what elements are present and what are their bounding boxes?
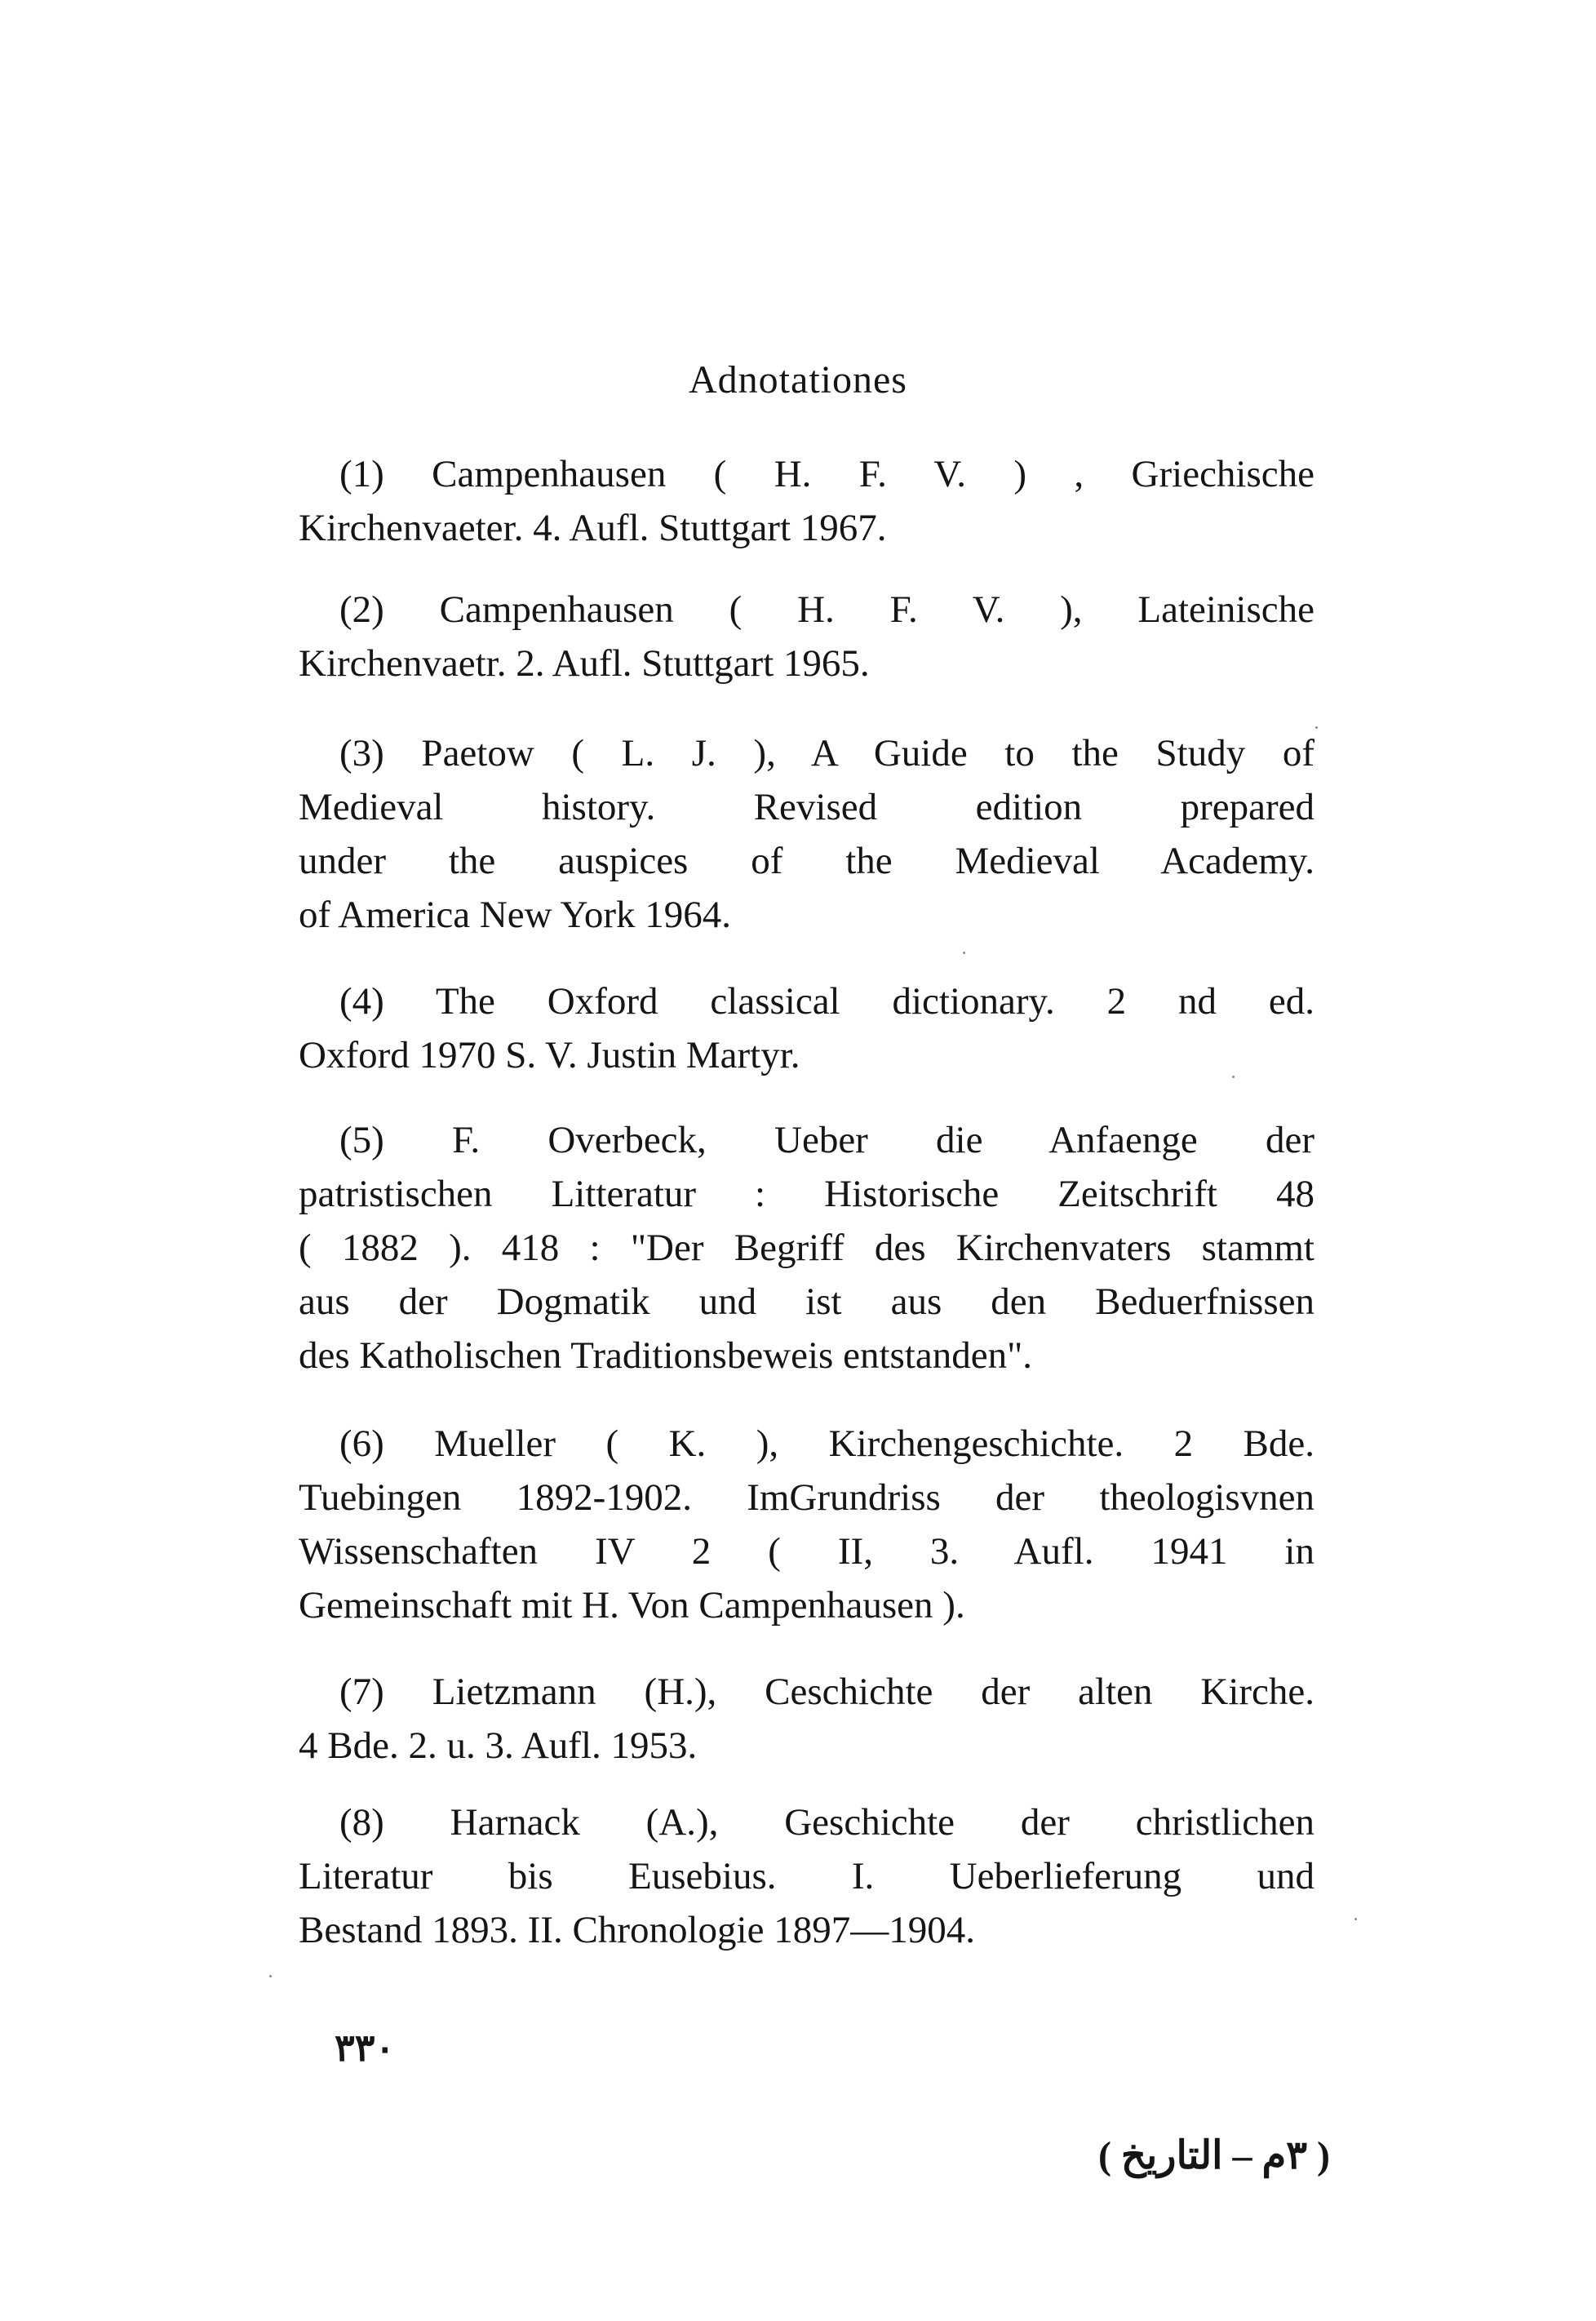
note-line: of America New York 1964. [299,894,731,936]
note-line: Gemeinschaft mit H. Von Campenhausen ). [299,1584,965,1626]
note-entry-6 [299,1417,1314,1632]
note-entry-8 [299,1795,1314,1957]
note-entry-5 [299,1113,1314,1382]
note-line: (5) F. Overbeck, Ueber die Anfaenge der [339,1119,1314,1161]
note-entry-1 [299,447,1314,555]
note-entry-3 [299,726,1314,942]
note-line: Literatur bis Eusebius. I. Ueberlieferung und [299,1855,1314,1897]
note-line: under the auspices of the Medieval Academy. [299,840,1314,882]
scan-speck [1232,1076,1235,1078]
scan-speck [269,1975,272,1977]
page-heading: Adnotationes [689,358,907,402]
note-line: (7) Lietzmann (H.), Ceschichte der alten Kirche. [339,1671,1314,1713]
note-line: patristischen Litteratur : Historische Zeitschrift 48 [299,1173,1314,1215]
scan-speck [963,952,965,954]
scan-speck [1354,1918,1357,1920]
note-line: (4) The Oxford classical dictionary. 2 nd ed. [339,980,1314,1023]
note-entry-4 [299,974,1314,1082]
note-line: Kirchenvaetr. 2. Aufl. Stuttgart 1965. [299,642,870,685]
note-line: Bestand 1893. II. Chronologie 1897—1904. [299,1909,975,1951]
note-line: Tuebingen 1892-1902. ImGrundriss der theologisvnen [299,1476,1314,1519]
note-line: (8) Harnack (A.), Geschichte der christlichen [339,1801,1314,1844]
note-line: 4 Bde. 2. u. 3. Aufl. 1953. [299,1724,698,1767]
note-line: Kirchenvaeter. 4. Aufl. Stuttgart 1967. [299,507,887,549]
note-line: des Katholischen Traditionsbeweis entstanden". [299,1334,1033,1377]
note-line: Wissenschaften IV 2 ( II, 3. Aufl. 1941 in [299,1530,1314,1573]
note-line: (6) Mueller ( K. ), Kirchengeschichte. 2 Bde. [339,1422,1314,1465]
note-line: (2) Campenhausen ( H. F. V. ), Lateinische [339,588,1314,631]
note-line: ( 1882 ). 418 : "Der Begriff des Kirchenvaters stammt [299,1227,1314,1269]
note-line: Oxford 1970 S. V. Justin Martyr. [299,1034,800,1076]
note-entry-2 [299,583,1314,690]
note-line: Medieval history. Revised edition prepared [299,786,1314,828]
note-line: (3) Paetow ( L. J. ), A Guide to the Study of [339,732,1314,774]
signature-mark: ( ٣م – التاريخ ) [1097,2134,1330,2177]
page-number: ٣٣٠ [335,2027,396,2069]
note-entry-7 [299,1665,1314,1773]
note-line: aus der Dogmatik und ist aus den Beduerfnissen [299,1280,1314,1323]
scan-speck [1315,726,1318,729]
note-line: (1) Campenhausen ( H. F. V. ) , Griechische [339,453,1314,495]
